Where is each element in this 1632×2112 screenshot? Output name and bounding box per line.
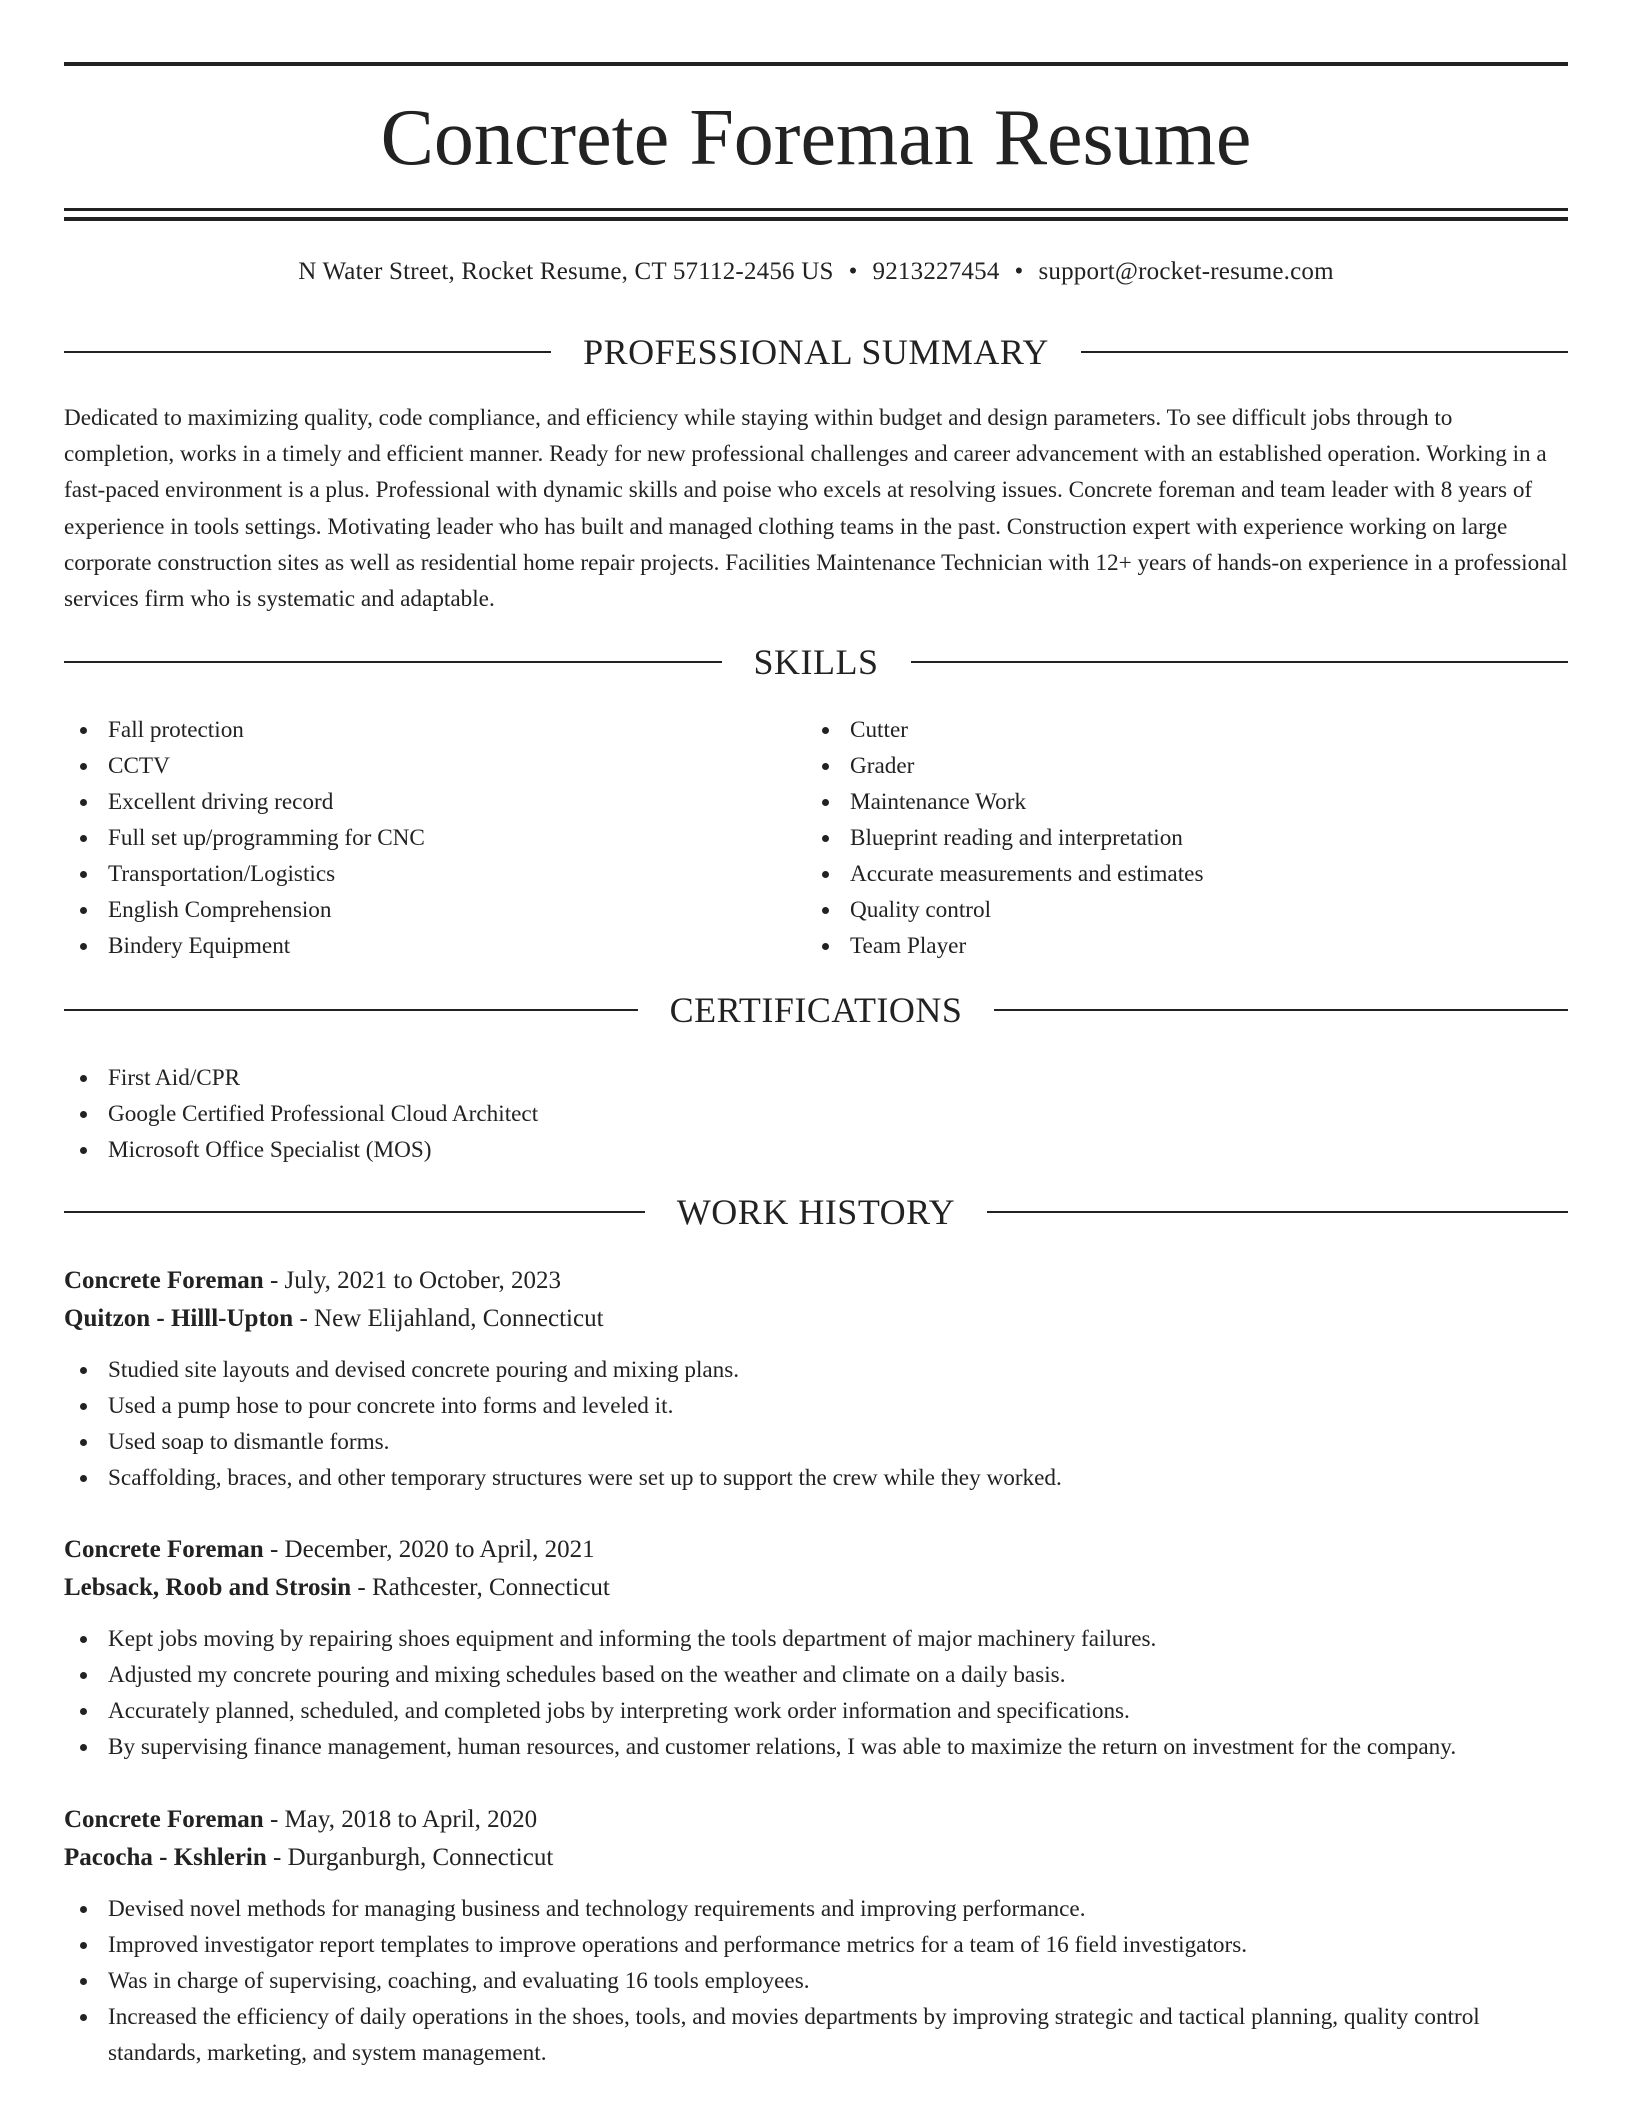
job-title-line (64, 1262, 1568, 1300)
job-location: Rathcester, Connecticut (371, 1574, 610, 1601)
job-entry (64, 1801, 1568, 2071)
divider (64, 1009, 638, 1011)
divider (1081, 351, 1568, 353)
job-entry (64, 1262, 1568, 1496)
job-duties-list (64, 1352, 1568, 1496)
job-duty: Accurately planned, scheduled, and completed jobs by interpreting work order information and specifications. (64, 1693, 1568, 1729)
job-dash: - (263, 1806, 285, 1833)
divider (64, 661, 722, 663)
section-title-work-history: WORK HISTORY (676, 1192, 956, 1232)
job-location: Durganburgh, Connecticut (287, 1844, 554, 1871)
skill-item: Maintenance Work (806, 784, 1546, 820)
job-company-line (64, 1300, 1568, 1338)
skill-item: Cutter (806, 712, 1546, 748)
skill-item: Bindery Equipment (64, 928, 744, 964)
job-entry (64, 1531, 1568, 1765)
certification-item: First Aid/CPR (64, 1060, 1564, 1096)
job-duty: Increased the efficiency of daily operations in the shoes, tools, and movies departments by improving strategic and tactical planning, quality control standards, marketing, and system management. (64, 1999, 1568, 2071)
title-double-rule (64, 208, 1568, 221)
job-duty: Used soap to dismantle forms. (64, 1424, 1568, 1460)
job-duty: Was in charge of supervising, coaching, and evaluating 16 tools employees. (64, 1963, 1568, 1999)
certifications-list (64, 1060, 1564, 1168)
job-dates: May, 2018 to April, 2020 (284, 1806, 538, 1833)
job-dates: December, 2020 to April, 2021 (284, 1536, 595, 1563)
skill-item: Fall protection (64, 712, 744, 748)
job-company: Lebsack, Roob and Strosin (64, 1574, 352, 1601)
job-duty: Devised novel methods for managing business and technology requirements and improving performance. (64, 1891, 1568, 1927)
skills-list-right (806, 712, 1546, 964)
job-dash: - (266, 1844, 288, 1871)
job-title-line (64, 1801, 1568, 1839)
divider (994, 1009, 1568, 1011)
job-location: New Elijahland, Connecticut (314, 1305, 604, 1332)
job-duty: Adjusted my concrete pouring and mixing schedules based on the weather and climate on a daily basis. (64, 1657, 1568, 1693)
contact-separator: • (1014, 258, 1024, 285)
skill-item: Grader (806, 748, 1546, 784)
skill-item: Transportation/Logistics (64, 856, 744, 892)
job-title: Concrete Foreman (64, 1267, 264, 1294)
job-duty: By supervising finance management, human resources, and customer relations, I was able to maximize the return on investment for the company. (64, 1729, 1568, 1765)
skill-item: Accurate measurements and estimates (806, 856, 1546, 892)
skill-item: Full set up/programming for CNC (64, 820, 744, 856)
job-title: Concrete Foreman (64, 1806, 264, 1833)
job-company-line (64, 1569, 1568, 1607)
divider (64, 1211, 645, 1213)
professional-summary-text: Dedicated to maximizing quality, code compliance, and efficiency while staying within budget and design parameters. To see difficult jobs through to completion, works in a timely and efficient manner. Ready for new professional challenges and career advancement with an established operation. Working in a fast-paced environment is a plus. Professional with dynamic skills and poise who excels at resolving issues. Concrete foreman and team leader with 8 years of experience in tools settings. Motivating leader who has built and managed clothing teams in the past. Construction expert with experience working on large corporate construction sites as well as residential home repair projects. Facilities Maintenance Technician with 12+ years of hands-on experience in a professional services firm who is systematic and adaptable. (64, 405, 1568, 613)
job-title: Concrete Foreman (64, 1536, 264, 1563)
job-title-line (64, 1531, 1568, 1569)
section-header-summary (64, 330, 1568, 374)
section-header-work-history (64, 1190, 1568, 1234)
section-title-summary: PROFESSIONAL SUMMARY (583, 332, 1049, 372)
job-dash: - (263, 1267, 285, 1294)
job-duty: Used a pump hose to pour concrete into forms and leveled it. (64, 1388, 1568, 1424)
job-dash: - (263, 1536, 285, 1563)
top-rule (64, 62, 1568, 66)
skill-item: Team Player (806, 928, 1546, 964)
divider (911, 661, 1569, 663)
job-dash: - (351, 1574, 372, 1601)
job-dash: - (293, 1305, 315, 1332)
resume-title: Concrete Foreman Resume (380, 94, 1252, 182)
job-company: Quitzon - Hilll-Upton (64, 1305, 294, 1332)
skills-list-left (64, 712, 744, 964)
job-dates: July, 2021 to October, 2023 (284, 1267, 562, 1294)
job-duties-list (64, 1621, 1568, 1765)
certification-item: Google Certified Professional Cloud Architect (64, 1096, 1564, 1132)
job-company-line (64, 1839, 1568, 1877)
divider (987, 1211, 1568, 1213)
job-duty: Studied site layouts and devised concrete pouring and mixing plans. (64, 1352, 1568, 1388)
contact-email: support@rocket-resume.com (1038, 258, 1334, 285)
contact-address: N Water Street, Rocket Resume, CT 57112-2456 US (298, 258, 834, 285)
skill-item: CCTV (64, 748, 744, 784)
skill-item: English Comprehension (64, 892, 744, 928)
contact-phone: 9213227454 (872, 258, 1000, 285)
section-title-skills: SKILLS (753, 642, 879, 682)
section-title-certifications: CERTIFICATIONS (669, 990, 963, 1030)
section-header-certifications (64, 988, 1568, 1032)
section-header-skills (64, 640, 1568, 684)
divider (64, 351, 551, 353)
skill-item: Blueprint reading and interpretation (806, 820, 1546, 856)
job-company: Pacocha - Kshlerin (64, 1844, 267, 1871)
certification-item: Microsoft Office Specialist (MOS) (64, 1132, 1564, 1168)
job-duty: Kept jobs moving by repairing shoes equipment and informing the tools department of major machinery failures. (64, 1621, 1568, 1657)
job-duty: Scaffolding, braces, and other temporary structures were set up to support the crew while they worked. (64, 1460, 1568, 1496)
job-duty: Improved investigator report templates to improve operations and performance metrics for a team of 16 field investigators. (64, 1927, 1568, 1963)
contact-separator: • (848, 258, 858, 285)
skill-item: Quality control (806, 892, 1546, 928)
skill-item: Excellent driving record (64, 784, 744, 820)
contact-line (64, 255, 1568, 289)
job-duties-list (64, 1891, 1568, 2071)
